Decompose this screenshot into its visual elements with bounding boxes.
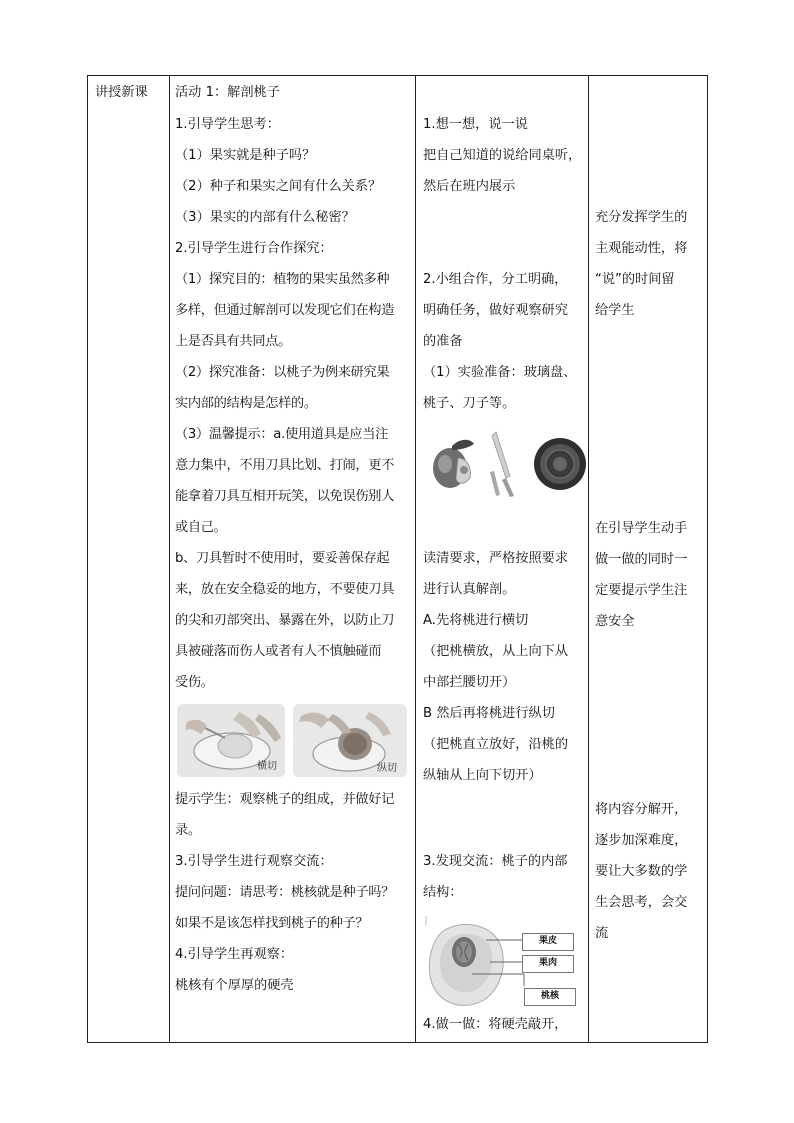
dissect-line: 读清要求，严格按照要求 [423,551,569,566]
materials-line: （1）实验准备：玻璃盘、 [423,365,577,380]
tip-a-line: 意力集中，不用刀具比划、打闹，更不 [175,458,395,473]
teacher-activity-cell [170,76,416,1043]
tip-a-line: （3）温馨提示：a.使用道具是应当注 [175,427,389,442]
group-line: 明确任务，做好观察研究 [423,303,569,318]
dissect-line: （把桃直立放好，沿桃的 [423,737,569,752]
note3-line: 将内容分解开， [595,802,688,817]
cross-cut-photo [177,704,285,777]
cross-cut-label: 横切 [257,761,277,772]
step4-line: 桃核有个厚厚的硬壳 [175,978,294,993]
note1-line: 主观能动性，将 [595,241,688,256]
group-line: 的准备 [423,334,463,349]
step2-title: 2.引导学生进行合作探究： [175,241,333,256]
tip-b-line: 具被碰落而伤人或者有人不慎触碰而 [175,644,382,659]
label-pit: 桃核 [524,988,576,1006]
think-line: 然后在班内展示 [423,179,516,194]
note3-line: 流 [595,926,609,941]
question-1: （1）果实就是种子吗？ [175,148,316,163]
note2-line: 做一做的同时一 [595,552,688,567]
dissect-line: A.先将桃进行横切 [423,613,529,628]
step4-title: 4.引导学生再观察： [175,947,294,962]
tip-a-line: 能拿着刀具互相开玩笑，以免误伤别人 [175,489,395,504]
tip-b-line: 来，放在安全稳妥的地方，不要使刀具 [175,582,395,597]
student-activity-cell [416,76,589,1043]
prep-line: （2）探究准备：以桃子为例来研究果 [175,365,390,380]
note2-line: 在引导学生动手 [595,521,688,536]
materials-pictures [426,428,586,498]
think-line: 1.想一想，说一说 [423,117,528,132]
glass-plate-icon [534,438,586,490]
dissect-line: （把桃横放，从上向下从 [423,644,569,659]
step1-title: 1.引导学生思考： [175,117,280,132]
purpose-line: 多样，但通过解剖可以发现它们在构造 [175,303,395,318]
tip-a-line: 或自己。 [175,520,227,535]
label-peel: 果皮 [522,933,574,951]
label-flesh: 果肉 [522,955,574,973]
note1-line: “说”的时间留 [595,272,675,287]
note3-line: 要让大多数的学 [595,864,688,879]
dissect-line: B 然后再将桃进行纵切 [423,706,555,721]
materials-line: 桃子、刀子等。 [423,396,516,411]
knife-icon [490,432,514,497]
dissect-line: 中部拦腰切开） [423,675,516,690]
longitudinal-cut-photo [293,704,407,777]
note3-line: 生会思考，会交 [595,895,688,910]
tip-b-line: 的尖和刃部突出、暴露在外，以防止刀 [175,613,395,628]
activity-title: 活动 1：解剖桃子 [175,85,280,100]
observe-line: 提示学生：观察桃子的组成，并做好记 [175,792,395,807]
group-line: 2.小组合作，分工明确， [423,272,568,287]
tip-b-line: b、刀具暂时不使用时，要妥善保存起 [175,551,390,566]
peach-icon [433,440,474,488]
purpose-line: 上是否具有共同点。 [175,334,291,349]
lesson-plan-table [87,75,708,1043]
section-label: 讲授新课 [95,85,148,100]
think-line: 把自己知道的说给同桌听， [423,148,582,163]
purpose-line: （1）探究目的：植物的果实虽然多种 [175,272,390,287]
longitudinal-cut-label: 纵切 [377,763,397,774]
question-2: （2）种子和果实之间有什么关系？ [175,179,382,194]
dissect-line: 进行认真解剖。 [423,582,516,597]
note1-line: 给学生 [595,303,635,318]
note2-line: 定要提示学生注 [595,583,688,598]
step3-line: 如果不是该怎样找到桃子的种子？ [175,916,369,931]
dissect-line: 纵轴从上向下切开） [423,768,542,783]
discover-line: 3.发现交流：桃子的内部 [423,854,568,869]
step3-line: 提问问题：请思考：桃核就是种子吗？ [175,885,395,900]
note1-line: 充分发挥学生的 [595,210,688,225]
section-cell [88,76,170,1043]
note3-line: 逐步加深难度， [595,833,688,848]
discover-line: 结构： [423,885,463,900]
tip-b-line: 受伤。 [175,675,214,690]
observe-line: 录。 [175,823,201,838]
prep-line: 实内部的结构是怎样的。 [175,396,317,411]
step3-title: 3.引导学生进行观察交流： [175,854,333,869]
question-3: （3）果实的内部有什么秘密？ [175,210,355,225]
note2-line: 意安全 [595,614,635,629]
last-line: 4.做一做：将硬壳敲开， [423,1017,568,1032]
design-intent-cell [589,76,708,1043]
